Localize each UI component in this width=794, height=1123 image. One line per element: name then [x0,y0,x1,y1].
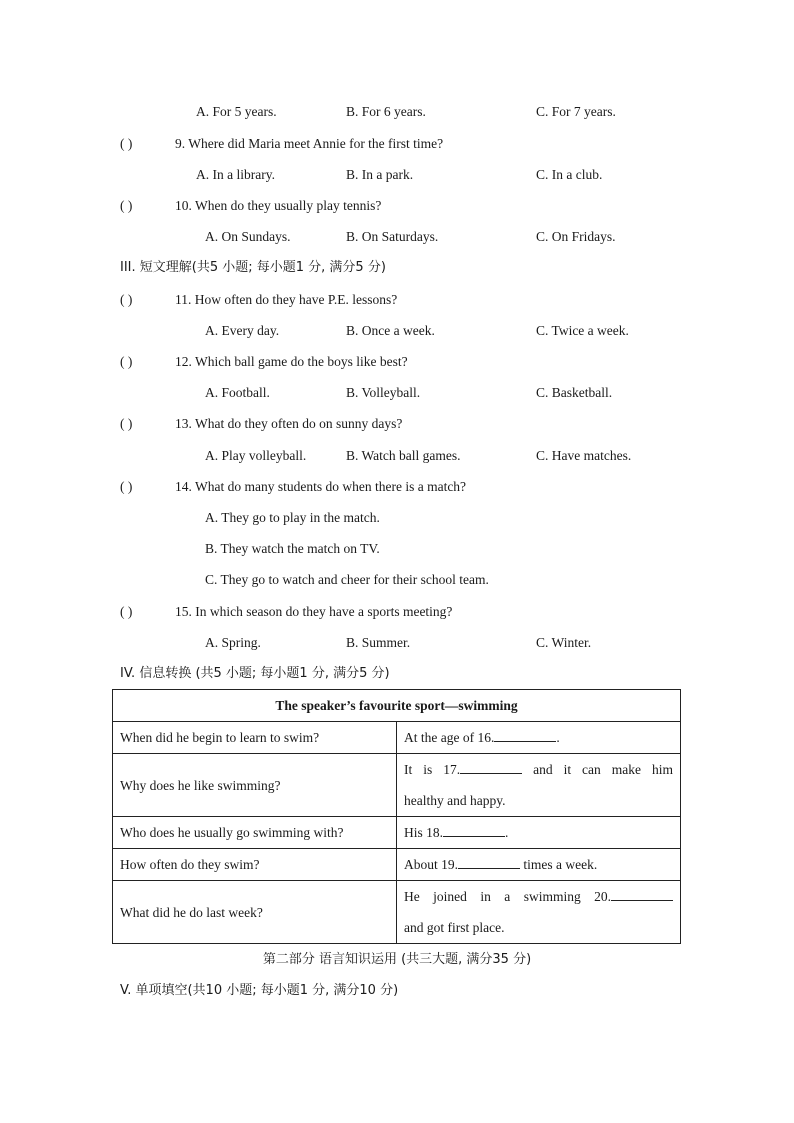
q11-answer-bracket: ( ) [120,292,133,307]
section-4-heading: IV. 信息转换 (共5 小题; 每小题1 分, 满分5 分) [120,666,390,681]
table-answer-19: About 19. times a week. [397,849,681,881]
q12-option-a: A. Football. [205,385,270,400]
q13-answer-bracket: ( ) [120,416,133,431]
table-row [113,881,681,944]
q13-option-a: A. Play volleyball. [205,448,307,463]
q10-option-a: A. On Sundays. [205,229,291,244]
table-row [113,849,681,881]
table-row [113,754,681,817]
q11-option-b: B. Once a week. [346,323,435,338]
q11-question: 11. How often do they have P.E. lessons? [175,292,398,307]
table-answer-16: At the age of 16. . [397,722,681,754]
q9-answer-bracket: ( ) [120,136,133,151]
q12-question: 12. Which ball game do the boys like best? [175,354,408,369]
part-2-heading: 第二部分 语言知识运用 (共三大题, 满分35 分) [262,952,532,967]
q13-option-b: B. Watch ball games. [346,448,461,463]
section-5-heading: V. 单项填空(共10 小题; 每小题1 分, 满分10 分) [120,983,399,998]
q15-option-b: B. Summer. [346,635,411,650]
q14-option-c: C. They go to watch and cheer for their school team. [205,572,489,587]
q10-question: 10. When do they usually play tennis? [175,198,382,213]
answer-blank-16[interactable] [494,727,556,742]
answer-blank-20[interactable] [611,886,673,901]
q12-answer-bracket: ( ) [120,354,133,369]
answer-blank-18[interactable] [443,822,505,837]
table-answer-17: It is 17. and it can make him healthy and happy. [397,754,681,817]
q14-option-a: A. They go to play in the match. [205,510,380,525]
q8-option-a: A. For 5 years. [196,104,277,119]
q9-option-c: C. In a club. [536,167,603,182]
q12-option-c: C. Basketball. [536,385,613,400]
section-3-heading: III. 短文理解(共5 小题; 每小题1 分, 满分5 分) [120,260,386,275]
q14-answer-bracket: ( ) [120,479,133,494]
q14-option-b: B. They watch the match on TV. [205,541,380,556]
info-transfer-table [112,689,681,944]
table-question-19: How often do they swim? [113,849,397,881]
q8-option-c: C. For 7 years. [536,104,616,119]
q14-question: 14. What do many students do when there is a match? [175,479,467,494]
table-question-16: When did he begin to learn to swim? [113,722,397,754]
q11-option-a: A. Every day. [205,323,280,338]
q13-question: 13. What do they often do on sunny days? [175,416,403,431]
q10-answer-bracket: ( ) [120,198,133,213]
table-answer-20: He joined in a swimming 20. and got first place. [397,881,681,944]
table-title: The speaker’s favourite sport—swimming [113,690,681,722]
table-row [113,722,681,754]
q13-option-c: C. Have matches. [536,448,632,463]
table-question-17: Why does he like swimming? [113,754,397,817]
table-answer-18: His 18. . [397,817,681,849]
answer-blank-19[interactable] [458,854,520,869]
table-question-20: What did he do last week? [113,881,397,944]
q9-option-b: B. In a park. [346,167,414,182]
q9-option-a: A. In a library. [196,167,275,182]
q10-option-b: B. On Saturdays. [346,229,439,244]
table-row [113,817,681,849]
q12-option-b: B. Volleyball. [346,385,421,400]
q15-option-c: C. Winter. [536,635,592,650]
q15-option-a: A. Spring. [205,635,261,650]
q11-option-c: C. Twice a week. [536,323,629,338]
q15-answer-bracket: ( ) [120,604,133,619]
q9-question: 9. Where did Maria meet Annie for the first time? [175,136,444,151]
answer-blank-17[interactable] [460,759,522,774]
q8-option-b: B. For 6 years. [346,104,426,119]
q10-option-c: C. On Fridays. [536,229,616,244]
q15-question: 15. In which season do they have a sports meeting? [175,604,453,619]
table-question-18: Who does he usually go swimming with? [113,817,397,849]
